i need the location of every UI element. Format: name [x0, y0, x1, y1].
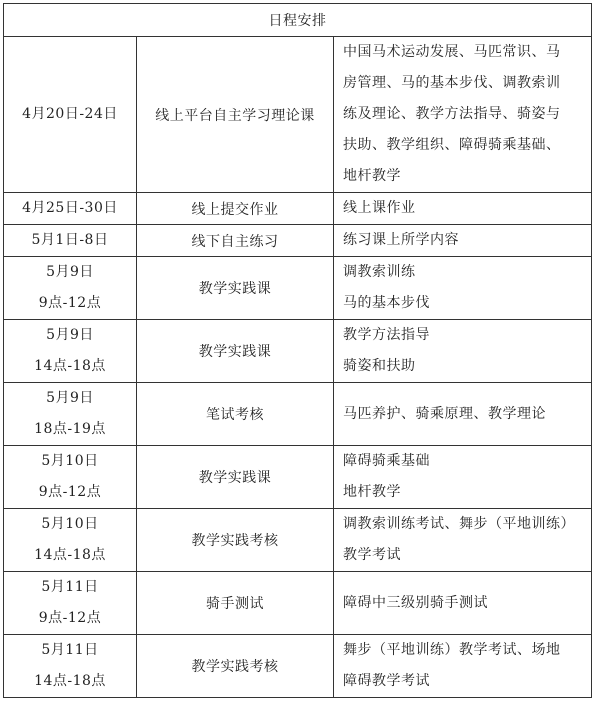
content-cell	[334, 572, 592, 635]
date-line: 14点-18点	[34, 673, 106, 689]
activity-cell: 线上提交作业	[137, 193, 334, 225]
content-line: 马的基本步伐	[343, 295, 430, 311]
table-row	[4, 635, 592, 698]
date-line: 5月11日	[41, 642, 99, 658]
date-cell	[4, 635, 137, 698]
table-row	[4, 509, 592, 572]
activity-cell: 线上平台自主学习理论课	[137, 37, 334, 193]
date-cell	[4, 572, 137, 635]
content-line: 地杆教学	[343, 484, 401, 500]
activity-cell: 骑手测试	[137, 572, 334, 635]
content-line: 中国马术运动发展、马匹常识、马	[343, 44, 561, 60]
date-line: 5月10日	[41, 516, 99, 532]
content-line: 障碍中三级别骑手测试	[343, 594, 488, 611]
activity-cell: 教学实践考核	[137, 509, 334, 572]
content-cell	[334, 37, 592, 193]
date-line: 5月10日	[41, 453, 99, 469]
content-line: 扶助、教学组织、障碍骑乘基础、	[343, 137, 561, 153]
content-line: 地杆教学	[343, 168, 401, 184]
table-row	[4, 446, 592, 509]
table-row	[4, 383, 592, 446]
activity-cell: 线下自主练习	[137, 225, 334, 257]
date-cell	[4, 225, 137, 257]
table-row	[4, 257, 592, 320]
content-line: 教学考试	[343, 547, 401, 563]
date-cell	[4, 37, 137, 193]
date-cell	[4, 446, 137, 509]
date-cell	[4, 193, 137, 225]
date-cell	[4, 383, 137, 446]
content-cell	[334, 383, 592, 446]
content-cell	[334, 320, 592, 383]
content-cell	[334, 193, 592, 225]
table-row	[4, 572, 592, 635]
activity-cell: 教学实践课	[137, 257, 334, 320]
content-line: 练及理论、教学方法指导、骑姿与	[343, 106, 561, 122]
table-row	[4, 193, 592, 225]
table-title: 日程安排	[4, 4, 592, 37]
content-cell	[334, 446, 592, 509]
activity-cell: 笔试考核	[137, 383, 334, 446]
content-line: 练习课上所学内容	[343, 232, 459, 248]
activity-cell: 教学实践课	[137, 446, 334, 509]
content-cell	[334, 257, 592, 320]
date-cell	[4, 509, 137, 572]
date-line: 5月1日-8日	[31, 232, 109, 248]
date-line: 18点-19点	[34, 421, 106, 437]
title-row	[4, 4, 592, 37]
content-line: 房管理、马的基本步伐、调教索训	[343, 75, 561, 91]
table-row	[4, 37, 592, 193]
table-row	[4, 225, 592, 257]
date-line: 5月11日	[41, 579, 99, 595]
content-line: 教学方法指导	[343, 327, 430, 343]
activity-cell: 教学实践课	[137, 320, 334, 383]
content-line: 障碍教学考试	[343, 673, 430, 689]
date-line: 14点-18点	[34, 358, 106, 374]
date-cell	[4, 257, 137, 320]
schedule-table	[3, 3, 592, 698]
date-cell	[4, 320, 137, 383]
date-line: 5月9日	[46, 390, 94, 406]
date-line: 4月20日-24日	[22, 106, 118, 122]
content-line: 马匹养护、骑乘原理、教学理论	[343, 405, 546, 422]
content-line: 障碍骑乘基础	[343, 453, 430, 469]
content-cell	[334, 509, 592, 572]
content-line: 调教索训练	[343, 264, 416, 280]
content-cell	[334, 635, 592, 698]
date-line: 9点-12点	[38, 295, 102, 311]
date-line: 5月9日	[46, 327, 94, 343]
date-line: 14点-18点	[34, 547, 106, 563]
content-line: 线上课作业	[343, 200, 416, 216]
content-line: 骑姿和扶助	[343, 358, 416, 374]
content-cell	[334, 225, 592, 257]
date-line: 4月25日-30日	[22, 200, 118, 216]
date-line: 9点-12点	[38, 484, 102, 500]
schedule-body	[4, 4, 592, 698]
date-line: 5月9日	[46, 264, 94, 280]
content-line: 调教索训练考试、舞步（平地训练）	[343, 516, 575, 532]
activity-cell: 教学实践考核	[137, 635, 334, 698]
date-line: 9点-12点	[38, 610, 102, 626]
content-line: 舞步（平地训练）教学考试、场地	[343, 642, 561, 658]
table-row	[4, 320, 592, 383]
